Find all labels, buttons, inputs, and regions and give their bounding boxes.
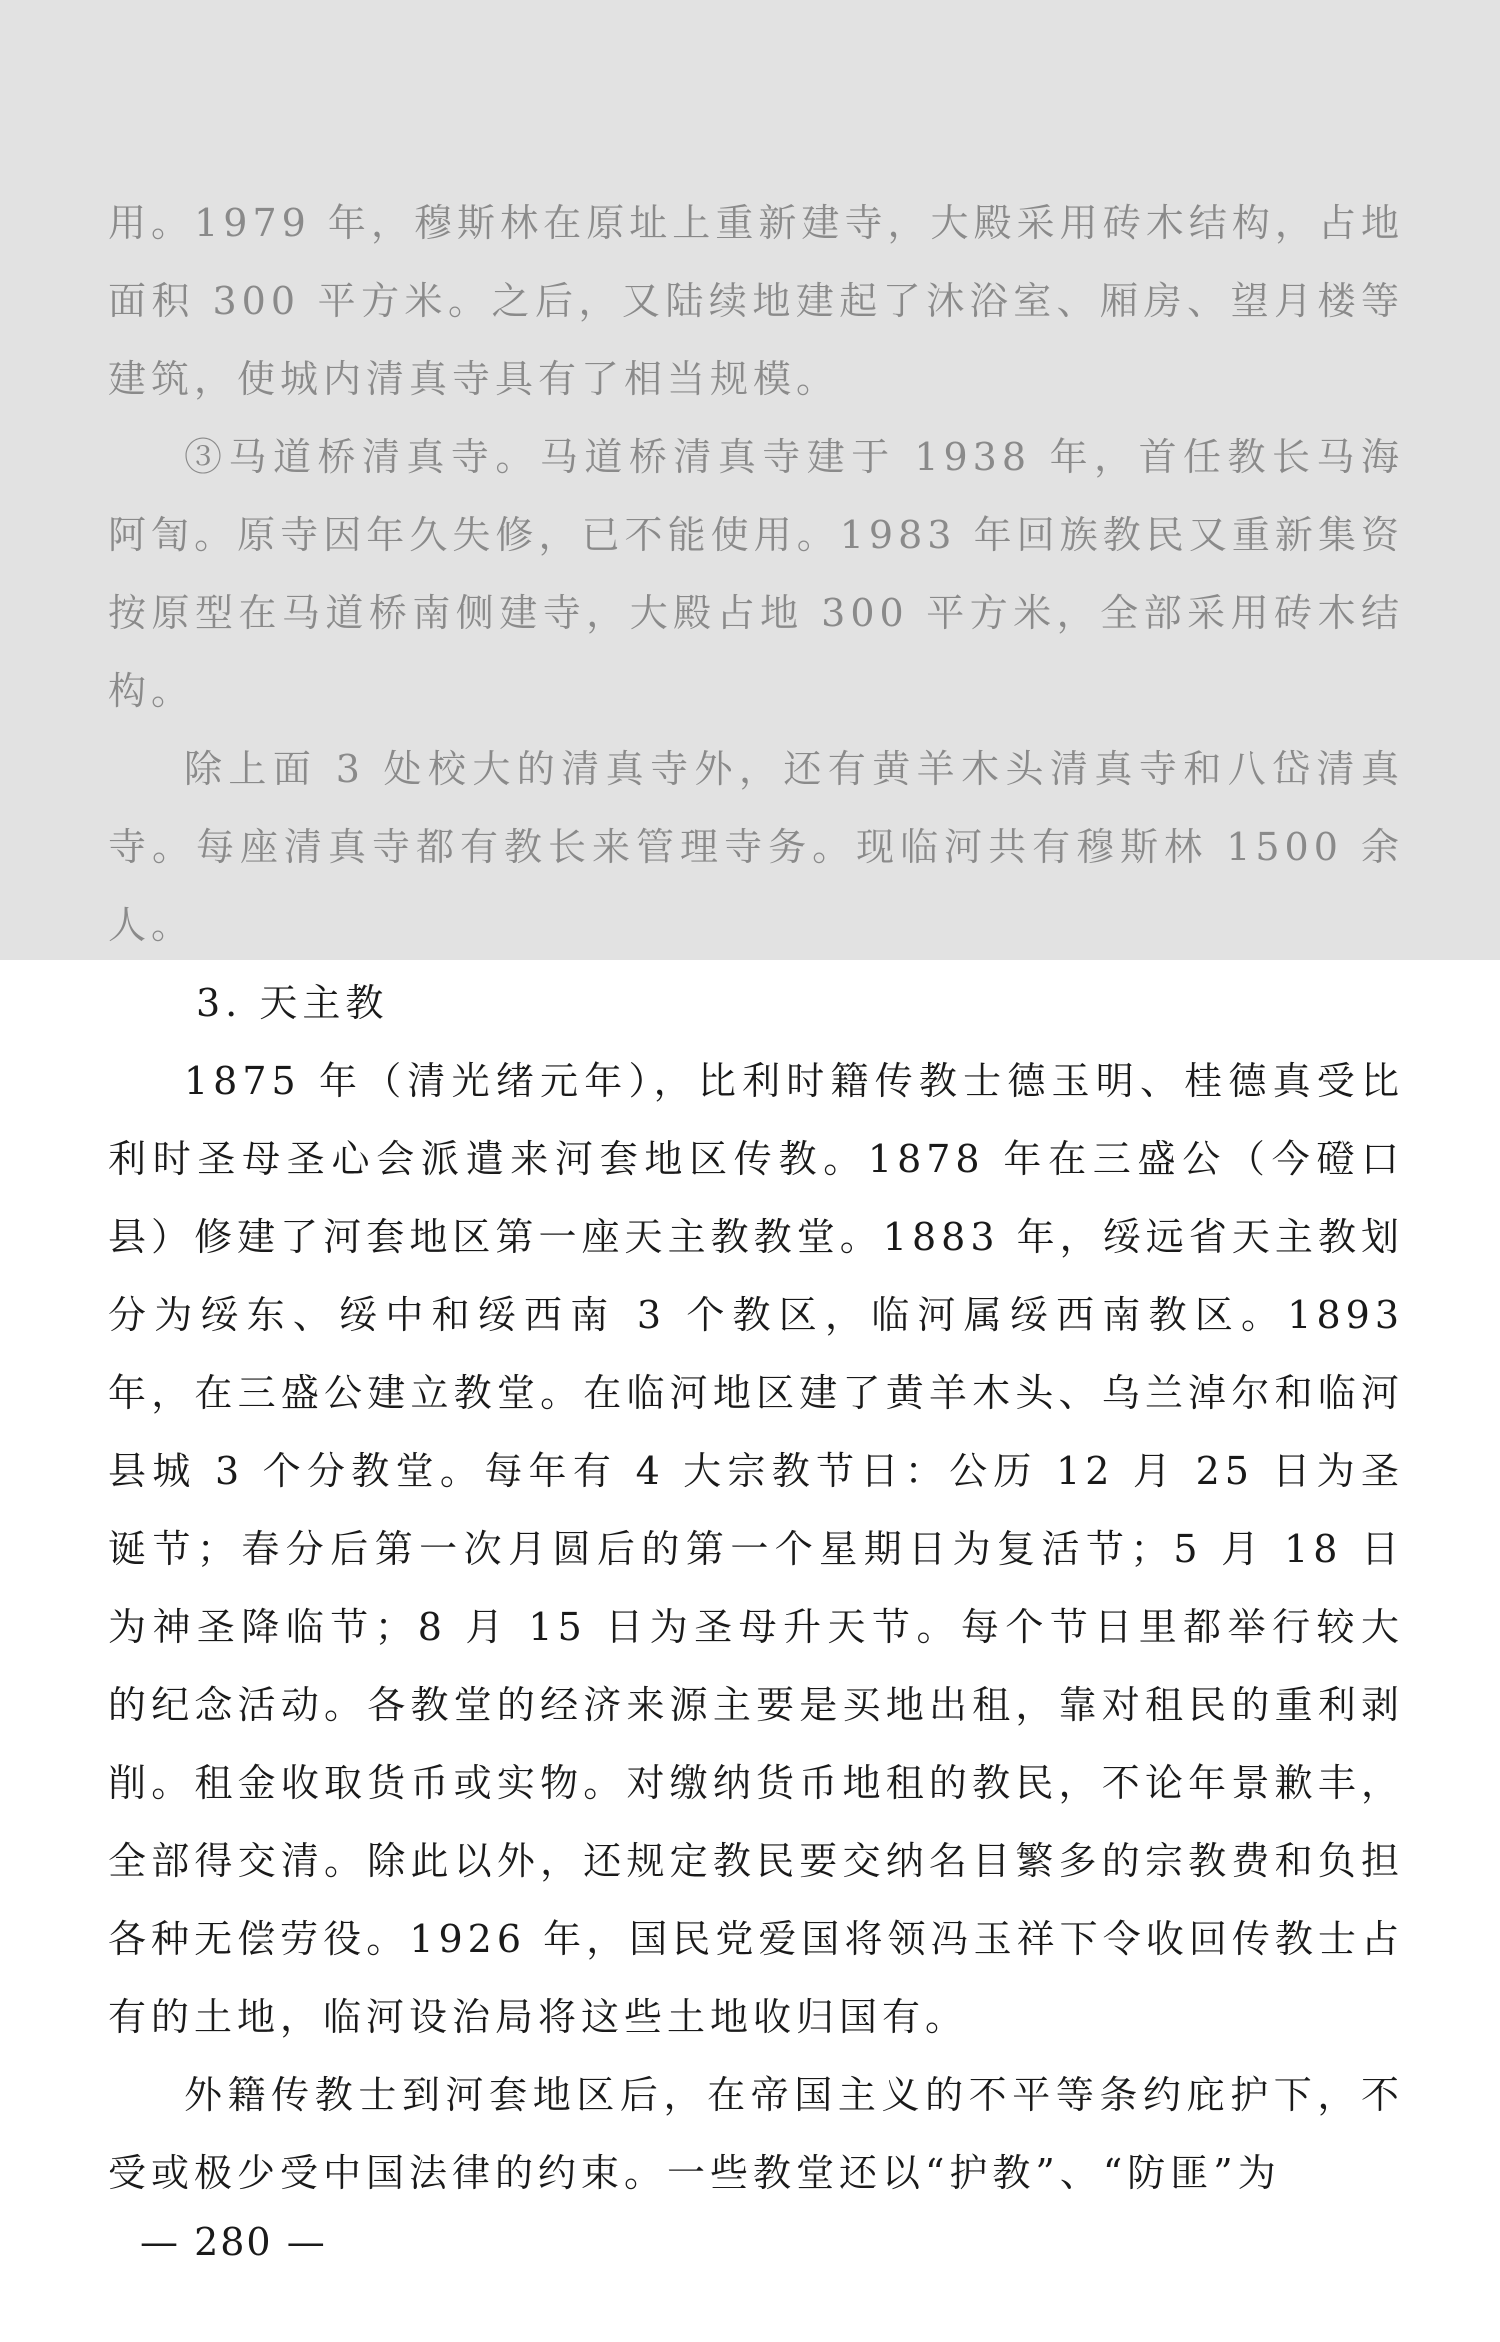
shaded-paragraph-1: 用。1979 年，穆斯林在原址上重新建寺，大殿采用砖木结构，占地面积 300 平方米。之后，又陆续地建起了沐浴室、厢房、望月楼等建筑，使城内清真寺具有了相当规模。 [108, 201, 1404, 401]
page-number: — 280 — [140, 2220, 327, 2264]
body-paragraph-1: 1875 年（清光绪元年），比利时籍传教士德玉明、桂德真受比利时圣母圣心会派遣来河套地区传教。1878 年在三盛公（今磴口县）修建了河套地区第一座天主教教堂。1883 年，绥远省天主教划分为绥东、绥中和绥西南 3 个教区，临河属绥西南教区。1893 年，在三盛公建立教堂。在临河地区建了黄羊木头、乌兰淖尔和临河县城 3 个分教堂。每年有 4 大宗教节日：公历 12 月 25 日为圣诞节；春分后第一次月圆后的第一个星期日为复活节；5 月 18 日为神圣降临节；8 月 15 日为圣母升天节。每个节日里都举行较大的纪念活动。各教堂的经济来源主要是买地出租，靠对租民的重利剥削。租金收取货币或实物。对缴纳货币地租的教民，不论年景歉丰，全部得交清。除此以外，还规定教民要交纳名目繁多的宗教费和负担各种无偿劳役。1926 年，国民党爱国将领冯玉祥下令收回传教士占有的土地，临河设治局将这些土地收归国有。 [108, 1059, 1404, 2039]
shaded-paragraph-2: ③马道桥清真寺。马道桥清真寺建于 1938 年，首任教长马海阿訇。原寺因年久失修，已不能使用。1983 年回族教民又重新集资按原型在马道桥南侧建寺，大殿占地 300 平方米，全部采用砖木结构。 [108, 435, 1404, 713]
body-paragraph-2: 外籍传教士到河套地区后，在帝国主义的不平等条约庇护下，不受或极少受中国法律的约束。一些教堂还以“护教”、“防匪”为 [108, 2073, 1404, 2195]
section-heading: 3. 天主教 [196, 981, 389, 1025]
shaded-paragraph-3: 除上面 3 处校大的清真寺外，还有黄羊木头清真寺和八岱清真寺。每座清真寺都有教长来管理寺务。现临河共有穆斯林 1500 余人。 [108, 747, 1404, 947]
